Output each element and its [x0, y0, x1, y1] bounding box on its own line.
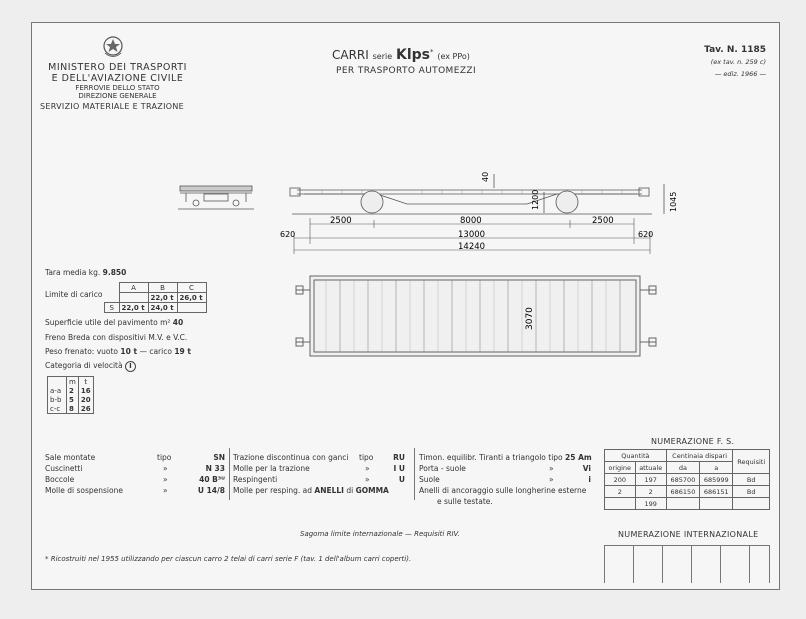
dim-40: 40	[481, 171, 490, 182]
eq-boccole	[45, 474, 225, 485]
peso-frenato	[45, 347, 191, 356]
eq-anelli: Anelli di ancoraggio sulle longherine esterne	[419, 486, 587, 495]
limite-corner	[105, 283, 120, 293]
eq-boccole-tipo: »	[163, 475, 168, 484]
nfs-cell	[666, 498, 699, 510]
speed-row-aa-label: a-a	[50, 386, 62, 395]
eq-molle-sosp-value: U 14/8	[197, 486, 225, 495]
title-prefix: CARRI	[332, 48, 369, 62]
int-col-line	[633, 546, 634, 583]
freno: Freno Breda con dispositivi M.V. e V.C.	[45, 333, 188, 342]
nfs-a-header: a	[700, 462, 733, 474]
nfs-cell: Bd	[733, 474, 770, 486]
eq-sale	[45, 452, 225, 463]
nfs-cell: 199	[635, 498, 666, 510]
nfs-cell: 2	[605, 486, 636, 498]
dim-14240: 14240	[458, 242, 486, 252]
nfs-cell: 685700	[666, 474, 699, 486]
peso-vuoto: 10 t	[120, 347, 138, 356]
int-col-line	[749, 546, 750, 583]
nfs-centinaia-header: Centinaia dispari	[666, 450, 733, 462]
eq-cuscinetti-value: N 33	[205, 464, 225, 473]
superficie-value: 40	[172, 318, 184, 327]
nfs-attuale-header: attuale	[635, 462, 666, 474]
sagoma-note: Sagoma limite internazionale — Requisiti RIV.	[300, 530, 460, 538]
eq-respingenti-label: Respingenti	[233, 475, 278, 484]
eq-trazione	[233, 452, 405, 463]
end-view-drawing	[176, 182, 256, 214]
ministry-line-2: E DELL'AVIAZIONE CIVILE	[51, 73, 184, 84]
tara	[45, 268, 126, 277]
ministry-line-1: MINISTERO DEI TRASPORTI	[48, 62, 187, 73]
title	[332, 47, 470, 63]
int-col-line	[691, 546, 692, 583]
eq-porta-suole-tipo: »	[549, 464, 554, 473]
speed-row-cc-t: 26	[78, 404, 93, 414]
nfs-cell: 686150	[666, 486, 699, 498]
limite-row2-label: S	[105, 303, 120, 313]
eq-cuscinetti-label: Cuscinetti	[45, 464, 83, 473]
eq-molle-traz-tipo: »	[365, 464, 370, 473]
equipment-col3	[419, 452, 591, 507]
eq-porta-suole	[419, 463, 591, 474]
service-heading: SERVIZIO MATERIALE E TRAZIONE	[40, 102, 184, 111]
dim-3070: 3070	[525, 307, 535, 330]
velocita	[45, 361, 136, 372]
nfs-cell: Bd	[733, 486, 770, 498]
eq-suole	[419, 474, 591, 485]
nfs-cell: 200	[605, 474, 636, 486]
limite-row1-label	[105, 293, 120, 303]
nfs-cell	[700, 498, 733, 510]
limite-row1-b: 22,0 t	[148, 293, 177, 303]
int-col-line	[769, 546, 770, 583]
eq-suole-value: i	[588, 475, 591, 484]
int-col-line	[604, 546, 605, 583]
speed-row-cc-label: c-c	[50, 404, 61, 413]
railways-line-2: DIREZIONE GENERALE	[78, 92, 157, 100]
eq-sale-value: SN	[213, 453, 225, 462]
limite-row2-a: 22,0 t	[119, 303, 148, 313]
speed-row-aa-t: 16	[78, 386, 93, 395]
nfs-origine-header: origine	[605, 462, 636, 474]
ex-tav: (ex tav. n. 259 c)	[710, 58, 766, 66]
speed-table	[47, 376, 94, 414]
dim-1045: 1045	[669, 191, 678, 212]
eq-suole-label: Suole	[419, 475, 440, 484]
nfs-requisiti-header: Requisiti	[733, 450, 770, 474]
velocita-value: I	[125, 361, 136, 372]
limite-row2-c	[177, 303, 206, 313]
numerazione-int-title: NUMERAZIONE INTERNAZIONALE	[618, 530, 759, 539]
eq-molle-sosp-label: Molle di sospensione	[45, 486, 123, 495]
eq-molle-traz	[233, 463, 405, 474]
speed-header-0	[48, 377, 67, 387]
title-star: *	[430, 48, 434, 56]
table-row	[605, 486, 770, 498]
edizione: — ediz. 1966 —	[714, 70, 766, 78]
dim-8000: 8000	[460, 216, 482, 226]
dim-620-left: 620	[280, 230, 296, 239]
speed-header-t: t	[78, 377, 93, 387]
equipment-col1	[45, 452, 225, 496]
plan-view-drawing	[292, 268, 664, 364]
peso-carico: 19 t	[174, 347, 191, 356]
eq-respingenti	[233, 474, 405, 485]
eq-trazione-label: Trazione discontinua con ganci	[233, 453, 349, 462]
eq-porta-suole-label: Porta - suole	[419, 464, 466, 473]
peso-sep: — carico	[139, 347, 172, 356]
eq-molle-resping	[233, 485, 405, 496]
speed-row-bb-label: b-b	[50, 395, 62, 404]
peso-label: Peso frenato: vuoto	[45, 347, 119, 356]
limite-header-a: A	[119, 283, 148, 293]
dim-620-right: 620	[638, 230, 654, 239]
table-row	[605, 474, 770, 486]
numerazione-fs-table	[604, 449, 770, 510]
eq-sale-label: Sale montate	[45, 453, 96, 462]
nfs-cell: 197	[635, 474, 666, 486]
speed-row-cc-m: 8	[67, 404, 79, 414]
speed-row-aa-m: 2	[67, 386, 79, 395]
nfs-cell	[605, 498, 636, 510]
eq-timon	[419, 452, 591, 463]
limite-row1-c: 26,0 t	[177, 293, 206, 303]
dim-2500-right: 2500	[592, 216, 614, 226]
eq-cuscinetti-tipo: »	[163, 464, 168, 473]
subtitle: PER TRASPORTO AUTOMEZZI	[336, 66, 476, 76]
tara-value: 9.850	[102, 268, 127, 277]
dimension-lines	[282, 214, 682, 264]
eq-respingenti-tipo: »	[365, 475, 370, 484]
eq-timon-value: 25 Am	[565, 453, 592, 462]
eq-porta-suole-value: Vi	[582, 464, 591, 473]
eq-molle-sosp-tipo: »	[163, 486, 168, 495]
nfs-cell: 2	[635, 486, 666, 498]
tav-number: Tav. N. 1185	[704, 45, 766, 55]
speed-row-bb-m: 5	[67, 395, 79, 404]
superficie-label: Superficie utile del pavimento m²	[45, 318, 171, 327]
dim-1200: 1200	[531, 189, 540, 210]
limite-label: Limite di carico	[45, 290, 103, 299]
equipment-col2	[233, 452, 405, 496]
tara-label: Tara media kg.	[45, 268, 101, 277]
nfs-cell: 685999	[700, 474, 733, 486]
eq-molle-sosp	[45, 485, 225, 496]
limite-header-b: B	[148, 283, 177, 293]
eq-cuscinetti	[45, 463, 225, 474]
eq-molle-traz-value: I U	[393, 464, 405, 473]
eq-molle-resping-anelli: ANELLI	[314, 486, 344, 495]
dim-2500-left: 2500	[330, 216, 352, 226]
divider-1	[229, 448, 230, 500]
limite-row1-a	[119, 293, 148, 303]
eq-trazione-tipo: tipo	[359, 453, 374, 462]
eq-sale-tipo: tipo	[157, 453, 172, 462]
int-col-line	[720, 546, 721, 583]
eq-trazione-value: RU	[393, 453, 405, 462]
eq-molle-resping-di: di	[346, 486, 354, 495]
nfs-quantita-header: Quantità	[605, 450, 667, 462]
divider-2	[414, 448, 415, 500]
railways-line-1: FERROVIE DELLO STATO	[75, 84, 160, 92]
nfs-cell	[733, 498, 770, 510]
nfs-cell: 686151	[700, 486, 733, 498]
eq-molle-resping-prefix: Molle per resping. ad	[233, 486, 312, 495]
railways-heading	[40, 84, 195, 100]
title-klps: Klps	[396, 47, 431, 63]
numerazione-int-grid	[604, 545, 770, 583]
superficie	[45, 318, 183, 327]
title-ex: (ex PPo)	[437, 52, 470, 61]
limite-row2-b: 24,0 t	[148, 303, 177, 313]
eq-testate: e sulle testate.	[437, 497, 493, 506]
limite-table	[104, 282, 207, 313]
ministry-heading	[40, 62, 195, 84]
eq-respingenti-value: U	[398, 475, 405, 484]
eq-boccole-value: 40 B³ᵁ	[199, 475, 225, 484]
int-col-line	[662, 546, 663, 583]
nfs-da-header: da	[666, 462, 699, 474]
eq-molle-resping-gomma: GOMMA	[355, 486, 389, 495]
eq-timon-label: Timon. equilibr. Tiranti a triangolo tipo	[419, 453, 563, 462]
dim-13000: 13000	[458, 230, 486, 240]
title-serie: serie	[372, 52, 393, 61]
eq-suole-tipo: »	[549, 475, 554, 484]
eq-boccole-label: Boccole	[45, 475, 75, 484]
limite-header-c: C	[177, 283, 206, 293]
state-emblem-icon	[101, 33, 125, 61]
numerazione-fs-title: NUMERAZIONE F. S.	[651, 437, 735, 446]
velocita-label: Categoria di velocità	[45, 361, 123, 370]
footnote: * Ricostruiti nel 1955 utilizzando per ciascun carro 2 telai di carri serie F (tav. 1 dell'album carri coperti).	[45, 555, 412, 563]
table-row	[605, 498, 770, 510]
speed-header-m: m	[67, 377, 79, 387]
eq-molle-traz-label: Molle per la trazione	[233, 464, 310, 473]
speed-row-bb-t: 20	[78, 395, 93, 404]
